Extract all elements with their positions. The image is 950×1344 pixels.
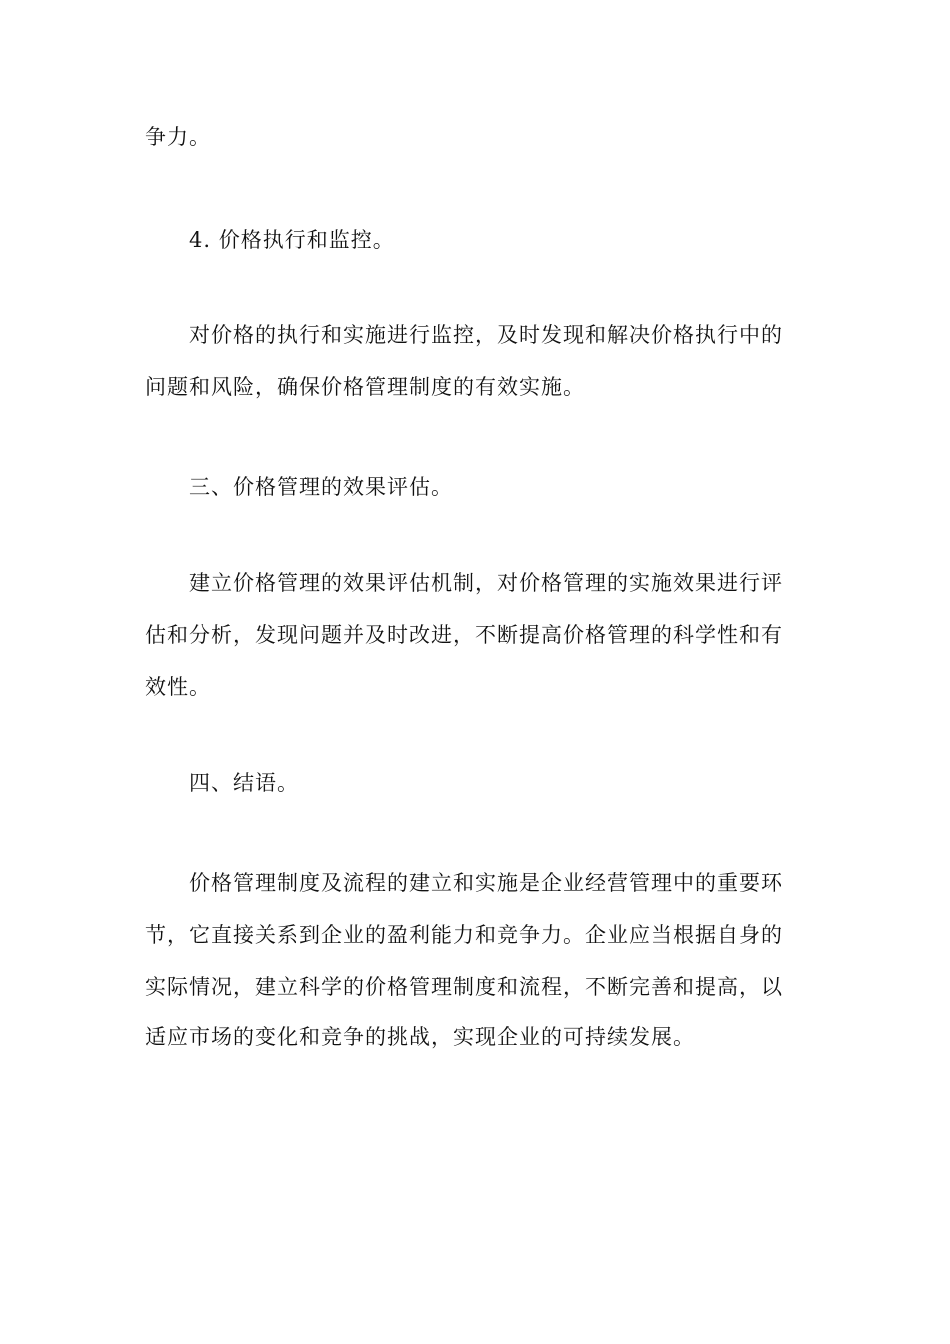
section-heading-4: 4. 价格执行和监控。	[189, 228, 395, 252]
paragraph-line: 节，它直接关系到企业的盈利能力和竞争力。企业应当根据自身的	[145, 923, 783, 947]
paragraph-line: 估和分析，发现问题并及时改进，不断提高价格管理的科学性和有	[145, 623, 783, 647]
paragraph-line: 对价格的执行和实施进行监控，及时发现和解决价格执行中的	[189, 323, 783, 347]
paragraph-line: 建立价格管理的效果评估机制，对价格管理的实施效果进行评	[189, 571, 783, 595]
paragraph-line: 实际情况，建立科学的价格管理制度和流程，不断完善和提高，以	[145, 975, 783, 999]
paragraph-line: 问题和风险，确保价格管理制度的有效实施。	[145, 375, 585, 399]
paragraph-line: 效性。	[145, 675, 211, 699]
section-heading-four: 四、结语。	[189, 771, 299, 795]
section-heading-three: 三、价格管理的效果评估。	[189, 475, 453, 499]
paragraph-line: 适应市场的变化和竞争的挑战，实现企业的可持续发展。	[145, 1025, 695, 1049]
paragraph-line: 价格管理制度及流程的建立和实施是企业经营管理中的重要环	[189, 871, 783, 895]
paragraph-continuation-line: 争力。	[145, 125, 211, 149]
